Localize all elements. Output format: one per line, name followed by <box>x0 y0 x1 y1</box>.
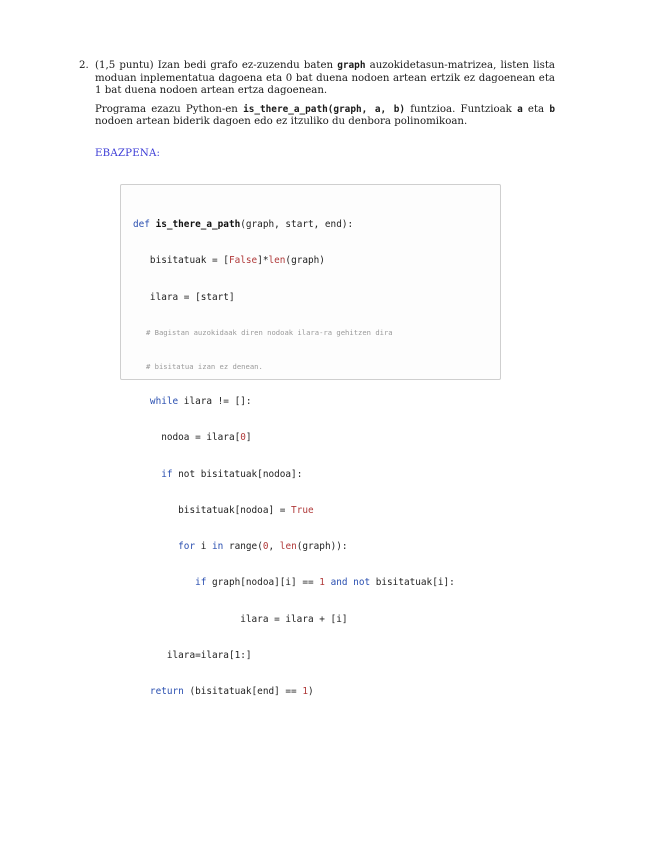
inline-code-graph: graph <box>337 60 366 71</box>
code-text: ] <box>245 432 252 444</box>
code-line-8 <box>133 541 455 553</box>
code-text: i <box>195 541 213 553</box>
code-line-2 <box>133 255 455 267</box>
question-number: 2. <box>79 60 89 71</box>
keyword-and: and <box>330 577 348 589</box>
code-listing-box <box>120 184 501 698</box>
code-comment-2: # bisitatua izan ez denean. <box>133 362 263 372</box>
code-text: (graph, start, end): <box>240 219 354 231</box>
code-line-9 <box>133 577 455 589</box>
inline-code-b: b <box>549 103 555 115</box>
inline-code-a: a <box>517 103 523 115</box>
code-line-12 <box>133 686 455 698</box>
number-literal: 0 <box>262 541 269 553</box>
code-line-3: ilara = [start] <box>133 291 235 303</box>
keyword-if: if <box>133 577 207 589</box>
inline-code-function-name: is_there_a_path <box>243 103 328 115</box>
keyword-for: for <box>133 541 196 553</box>
question-paragraph-2 <box>95 104 555 129</box>
code-text: (graph) <box>285 255 325 267</box>
code-comment-1: # Bagistan auzokidaak diren nodoak ilara-ra gehitzen dira <box>133 328 393 338</box>
code-text: , <box>268 541 280 553</box>
code-text: range( <box>223 541 263 553</box>
question-2 <box>79 60 555 129</box>
text-span: Programa ezazu Python-en <box>95 103 244 115</box>
literal-false: False <box>228 255 258 267</box>
code-line-4 <box>133 396 455 408</box>
solution-label: EBAZPENA: <box>95 148 161 159</box>
keyword-while: while <box>133 396 179 407</box>
text-span: funtzioa. Funtzioak <box>405 103 518 115</box>
code-text: graph[nodoa][i] == <box>206 577 320 589</box>
question-body <box>95 60 555 129</box>
code-text: (graph)): <box>296 541 348 553</box>
number-literal: 0 <box>240 432 246 444</box>
code-text: bisitatuak = [ <box>133 255 229 267</box>
code-line-11: ilara=ilara[1:] <box>133 649 252 661</box>
code-line-10: ilara = ilara + [i] <box>133 613 348 625</box>
keyword-def: def <box>133 219 156 231</box>
keyword-if: if <box>133 468 173 480</box>
code-line-5 <box>133 432 455 444</box>
builtin-len: len <box>279 541 297 553</box>
code-text: nodoa = ilara[ <box>133 432 241 444</box>
code-text: ilara != []: <box>178 396 252 407</box>
text-span: (1,5 puntu) Izan bedi grafo ez-zuzendu baten <box>95 60 338 71</box>
code-line-6 <box>133 469 455 481</box>
code-line-1 <box>133 219 455 231</box>
text-span: nodoen artean biderik dagoen edo ez itzuliko du denbora polinomikoan. <box>95 116 468 128</box>
code-text: bisitatuak[i]: <box>370 577 455 589</box>
code-text: not bisitatuak[nodoa]: <box>172 468 303 480</box>
code-line-7 <box>133 505 455 517</box>
code-text: bisitatuak[nodoa] = <box>133 504 292 516</box>
builtin-len: len <box>268 255 286 267</box>
keyword-not: not <box>353 577 371 589</box>
keyword-return: return <box>133 686 184 698</box>
code-text: ) <box>308 686 314 698</box>
code-text: (bisitatuak[end] == <box>183 686 303 698</box>
code-listing <box>133 195 455 723</box>
text-span: auzokidetasun-matrizea, listen lista moduan inplementatua dagoena eta 0 bat duena nodoen artean ertzik ez dagoenean eta 1 bat duena nodoen artean ertza dagoenean. <box>95 60 555 97</box>
literal-true: True <box>291 504 314 516</box>
function-name: is_there_a_path <box>155 219 241 231</box>
question-paragraph-1 <box>95 60 555 98</box>
text-span: eta <box>522 103 550 115</box>
keyword-in: in <box>212 541 224 553</box>
code-text: ]* <box>257 255 269 267</box>
inline-code-function-args: (graph, a, b) <box>327 103 406 115</box>
number-literal: 1 <box>319 577 325 589</box>
number-literal: 1 <box>302 686 308 698</box>
